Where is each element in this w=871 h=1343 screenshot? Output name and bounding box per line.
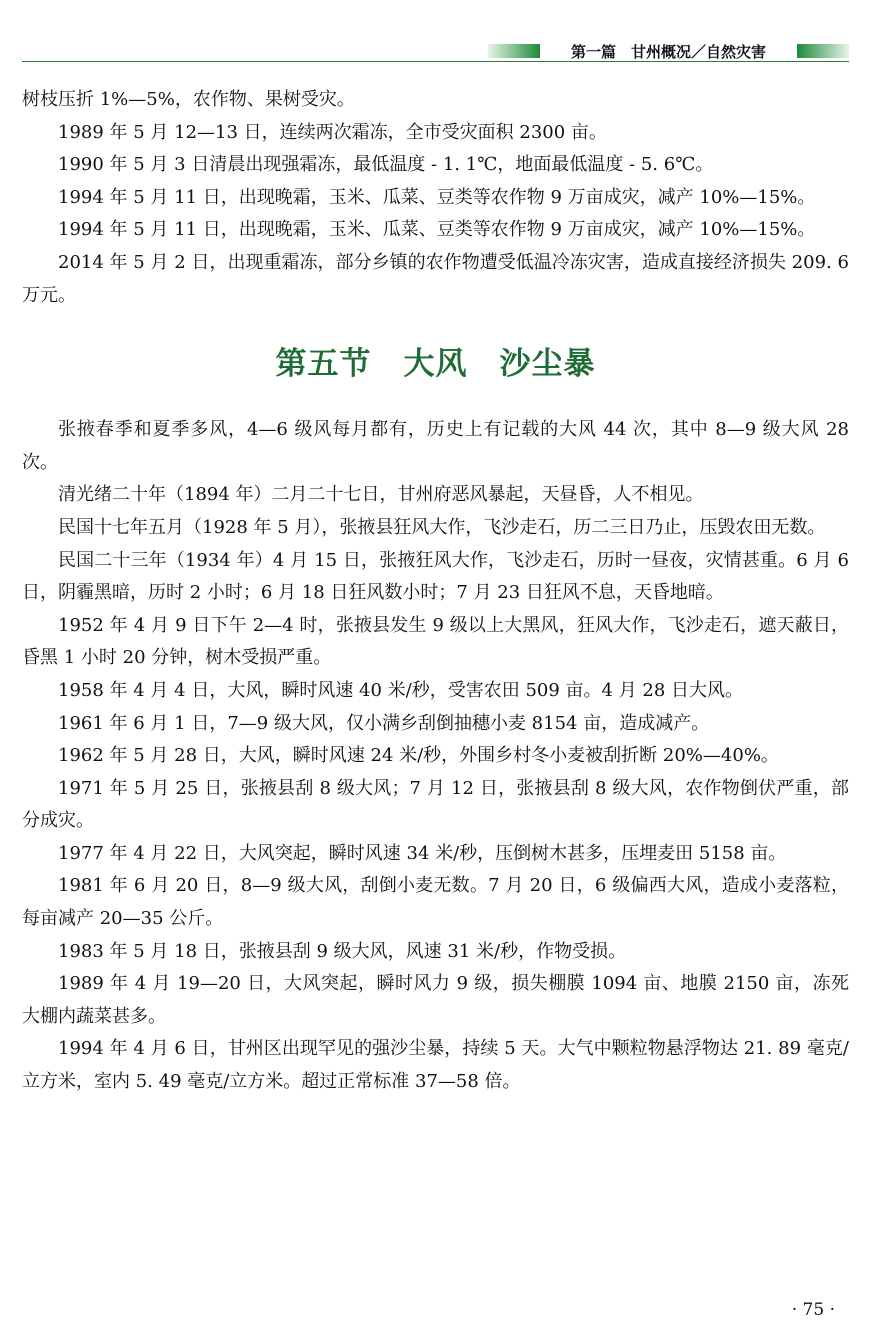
body-paragraph: 1962 年 5 月 28 日，大风，瞬时风速 24 米/秒，外围乡村冬小麦被刮折断 20%—40%。 [58, 745, 779, 767]
body-paragraph: 1989 年 5 月 12—13 日，连续两次霜冻，全市受灾面积 2300 亩。 [58, 121, 607, 143]
body-paragraph: 树枝压折 1%—5%，农作物、果树受灾。 [22, 89, 355, 110]
body-paragraph: 1994 年 5 月 11 日，出现晚霜，玉米、瓜菜、豆类等农作物 9 万亩成灾，减产 10%—15%。 [58, 219, 816, 241]
body-paragraph: 1990 年 5 月 3 日清晨出现强霜冻，最低温度 - 1. 1℃，地面最低温度 - 5. 6℃。 [58, 154, 714, 176]
body-paragraph: 民国二十三年（1934 年）4 月 15 日，张掖狂风大作，飞沙走石，历时一昼夜，灾情甚重。6 月 6 日，阴霾黑暗，历时 2 小时；6 月 18 日狂风数小时；7 月 23 日狂风不息，天昏地暗。 [22, 549, 849, 604]
page-number: · 75 · [791, 1300, 835, 1320]
body-paragraph: 1981 年 6 月 20 日，8—9 级大风，刮倒小麦无数。7 月 20 日，6 级偏西大风，造成小麦落粒，每亩减产 20—35 公斤。 [22, 875, 849, 930]
page-body [22, 84, 849, 1099]
body-paragraph: 1961 年 6 月 1 日，7—9 级大风，仅小满乡刮倒抽穗小麦 8154 亩，造成减产。 [58, 712, 710, 734]
header-decor-bar-left [488, 44, 540, 58]
body-paragraph: 1977 年 4 月 22 日，大风突起，瞬时风速 34 米/秒，压倒树木甚多，压埋麦田 5158 亩。 [58, 842, 787, 864]
header-decor-bar-right [797, 44, 849, 58]
body-paragraph: 1994 年 4 月 6 日，甘州区出现罕见的强沙尘暴，持续 5 天。大气中颗粒物悬浮物达 21. 89 毫克/立方米，室内 5. 49 毫克/立方米。超过正常标准 37—58 倍。 [22, 1038, 849, 1093]
section-heading: 第五节 大风 沙尘暴 [275, 346, 596, 383]
body-paragraph: 1994 年 5 月 11 日，出现晚霜，玉米、瓜菜、豆类等农作物 9 万亩成灾，减产 10%—15%。 [58, 186, 816, 208]
body-paragraph: 民国十七年五月（1928 年 5 月），张掖县狂风大作，飞沙走石，历二三日乃止，压毁农田无数。 [58, 516, 826, 538]
header-title: 第一篇 甘州概况／自然灾害 [570, 43, 766, 61]
body-paragraph: 2014 年 5 月 2 日，出现重霜冻，部分乡镇的农作物遭受低温冷冻灾害，造成直接经济损失 209. 6 万元。 [22, 251, 849, 306]
body-paragraph: 清光绪二十年（1894 年）二月二十七日，甘州府恶风暴起，天昼昏，人不相见。 [58, 484, 704, 506]
running-header [22, 40, 849, 62]
body-paragraph: 1952 年 4 月 9 日下午 2—4 时，张掖县发生 9 级以上大黑风，狂风大作，飞沙走石，遮天蔽日，昏黑 1 小时 20 分钟，树木受损严重。 [22, 614, 849, 669]
body-paragraph: 张掖春季和夏季多风，4—6 级风每月都有，历史上有记载的大风 44 次，其中 8—9 级大风 28 次。 [22, 419, 849, 473]
body-paragraph: 1983 年 5 月 18 日，张掖县刮 9 级大风，风速 31 米/秒，作物受损。 [58, 940, 627, 962]
body-paragraph: 1958 年 4 月 4 日，大风，瞬时风速 40 米/秒，受害农田 509 亩。4 月 28 日大风。 [58, 679, 744, 701]
body-paragraph: 1971 年 5 月 25 日，张掖县刮 8 级大风；7 月 12 日，张掖县刮 8 级大风，农作物倒伏严重，部分成灾。 [22, 777, 849, 832]
body-paragraph: 1989 年 4 月 19—20 日，大风突起，瞬时风力 9 级，损失棚膜 1094 亩、地膜 2150 亩，冻死大棚内蔬菜甚多。 [22, 973, 849, 1027]
header-rule [22, 61, 849, 62]
